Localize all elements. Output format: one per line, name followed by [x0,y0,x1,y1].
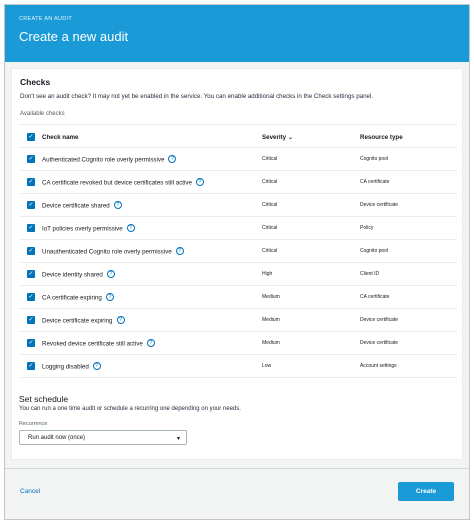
table-row [20,355,457,378]
recurrence-label: Recurrence [19,421,48,427]
severity-header-label: Severity [262,134,287,141]
resource-type: Cognito pool [360,156,389,162]
row-checkbox[interactable]: ✓ [28,317,34,323]
info-icon[interactable]: ? [176,247,184,255]
info-icon[interactable]: ? [196,178,204,186]
check-name: Authenticated Cognito role overly permissive [42,156,165,164]
severity: High [262,271,273,277]
info-icon[interactable]: ? [106,293,114,301]
table-row [20,217,457,240]
resource-type: CA certificate [360,179,390,185]
resource-type: Device certificate [360,317,399,323]
severity: Low [262,363,272,369]
table-row [20,148,457,171]
checks-panel [11,68,463,460]
create-button[interactable]: Create [398,482,454,501]
resource-type: Device certificate [360,340,399,346]
info-icon[interactable]: ? [127,224,135,232]
checks-table [20,124,457,378]
severity: Medium [262,340,280,346]
severity: Critical [262,156,278,162]
checks-heading: Checks [20,77,51,87]
resource-type: Device certificate [360,202,399,208]
recurrence-value: Run audit now (once) [28,435,86,441]
breadcrumb: CREATE AN AUDIT [19,16,72,22]
check-name: CA certificate revoked but device certificates still active [42,179,192,187]
select-all-checkbox[interactable]: ✓ [28,134,34,140]
info-icon[interactable]: ? [114,201,122,209]
footer-bar [5,468,469,519]
check-name: Revoked device certificate still active [42,340,143,348]
schedule-description: You can run a one time audit or schedule a recurring one depending on your needs. [19,406,241,412]
row-checkbox[interactable]: ✓ [28,202,34,208]
check-name: Device certificate shared [42,202,110,210]
check-name: Logging disabled [42,363,89,371]
column-header-resource-type: Resource type [360,134,403,141]
sort-icon: ⌄ [287,134,294,141]
severity: Medium [262,317,280,323]
info-icon[interactable]: ? [93,362,101,370]
page-header [5,5,469,62]
recurrence-select[interactable] [19,430,187,445]
checks-description: Don't see an audit check? It may not yet be enabled in the service. You can enable additional checks in the Check settings panel. [20,93,374,100]
table-header [20,124,457,148]
resource-type: Account settings [360,363,397,369]
row-checkbox[interactable]: ✓ [28,248,34,254]
info-icon[interactable]: ? [147,339,155,347]
severity: Critical [262,248,278,254]
column-header-severity[interactable] [262,134,293,141]
row-checkbox[interactable]: ✓ [28,156,34,162]
info-icon[interactable]: ? [107,270,115,278]
table-row [20,240,457,263]
severity: Critical [262,225,278,231]
column-header-check-name: Check name [42,134,79,141]
severity: Critical [262,202,278,208]
check-name: Device certificate expiring [42,317,113,325]
table-row [20,309,457,332]
table-row [20,171,457,194]
resource-type: CA certificate [360,294,390,300]
severity: Critical [262,179,278,185]
caret-down-icon: ▾ [176,436,180,442]
cancel-button[interactable]: Cancel [20,488,41,495]
check-name: CA certificate expiring [42,294,102,302]
row-checkbox[interactable]: ✓ [28,225,34,231]
table-row [20,194,457,217]
resource-type: Policy [360,225,374,231]
available-checks-label: Available checks [20,111,65,117]
info-icon[interactable]: ? [168,155,176,163]
row-checkbox[interactable]: ✓ [28,179,34,185]
resource-type: Cognito pool [360,248,389,254]
create-audit-window [4,4,470,520]
severity: Medium [262,294,280,300]
info-icon[interactable]: ? [117,316,125,324]
check-name: Unauthenticated Cognito role overly permissive [42,248,172,256]
schedule-heading: Set schedule [19,394,69,404]
row-checkbox[interactable]: ✓ [28,363,34,369]
table-row [20,332,457,355]
row-checkbox[interactable]: ✓ [28,340,34,346]
table-row [20,263,457,286]
row-checkbox[interactable]: ✓ [28,294,34,300]
check-name: Device identity shared [42,271,103,279]
row-checkbox[interactable]: ✓ [28,271,34,277]
resource-type: Client ID [360,271,380,277]
table-row [20,286,457,309]
page-title: Create a new audit [19,29,129,44]
check-name: IoT policies overly permissive [42,225,123,233]
